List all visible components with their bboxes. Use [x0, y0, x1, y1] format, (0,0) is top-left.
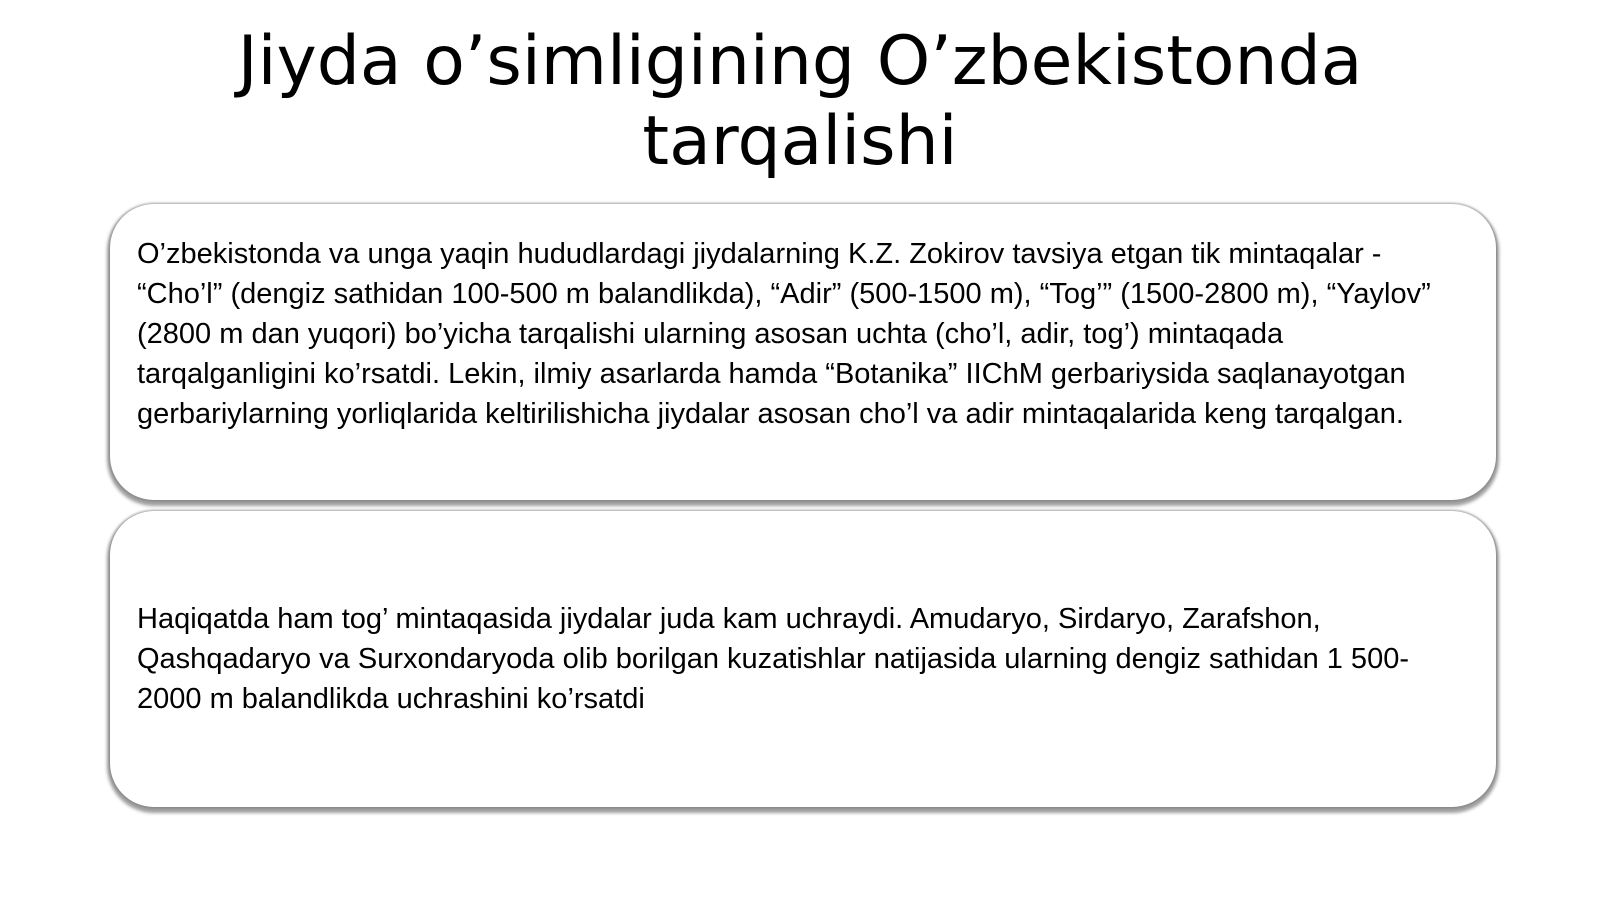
slide-title: Jiyda o’simligining O’zbekistonda tarqalishi: [237, 22, 1363, 181]
content-box-distribution-zones: [110, 204, 1496, 500]
paragraph-observations: Haqiqatda ham tog’ mintaqasida jiydalar juda kam uchraydi. Amudaryo, Sirdaryo, Zarafshon, Qashqadaryo va Surxondaryoda olib borilgan kuzatishlar natijasida ularning dengiz sathidan 1 500-2000 m balandlikda uchrashini ko’rsatdi: [137, 603, 1409, 715]
content-box-observations: [110, 511, 1496, 807]
paragraph-distribution-zones: O’zbekistonda va unga yaqin hududlardagi jiydalarning K.Z. Zokirov tavsiya etgan tik mintaqalar - “Cho’l” (dengiz sathidan 100-500 m balandlikda), “Adir” (500-1500 m), “Tog’” (1500-2800 m), “Yaylov” (2800 m dan yuqori) bo’yicha tarqalishi ularning asosan uchta (cho’l, adir, tog’) mintaqada tarqalganligini ko’rsatdi. Lekin, ilmiy asarlarda hamda “Botanika” IIChM gerbariysida saqlanayotgan gerbariylarning yorliqlarida keltirilishicha jiydalar asosan cho’l va adir mintaqalarida keng tarqalgan.: [137, 238, 1431, 430]
